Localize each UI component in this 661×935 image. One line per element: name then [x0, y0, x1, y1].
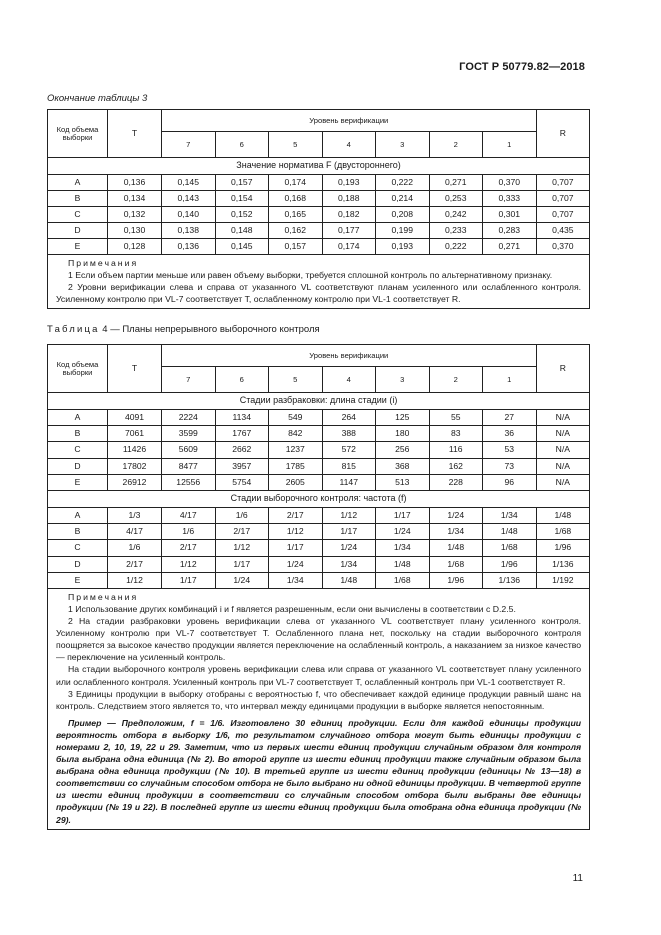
value-cell: N/A [536, 458, 590, 474]
table4-caption-label: Таблица [47, 324, 100, 335]
value-cell: 1/12 [322, 507, 376, 523]
value-cell: 572 [322, 442, 376, 458]
value-cell: N/A [536, 426, 590, 442]
note-item: 1 Если объем партии меньше или равен объему выборки, требуется сплошной контроль по альтернативному признаку. [68, 270, 553, 281]
value-cell: 1/17 [322, 524, 376, 540]
row-code-cell: D [48, 556, 108, 572]
note-item: 2 На стадии разбраковки уровень верификации слева от указанного VL соответствует плану усиленного контроля. Усиленному контролю при VL-7 соответствует T. Ослабленного плана нет, поскольку на стадии выборочного контроля поощряется за высокое качество продукции является переключение на ослабленный контроль, а наказанием за низкое качество — переключение на усиленный контроль. [56, 616, 582, 663]
row-code-cell: E [48, 474, 108, 490]
value-cell: 0,208 [376, 207, 430, 223]
level-cell: 6 [215, 132, 269, 158]
value-cell: 0,301 [483, 207, 537, 223]
table-row [48, 524, 590, 540]
value-cell: 2224 [162, 410, 216, 426]
value-cell: 549 [269, 410, 323, 426]
value-cell: 125 [376, 410, 430, 426]
value-cell: 7061 [108, 426, 162, 442]
value-cell: 0,145 [215, 239, 269, 255]
value-cell: 1/24 [269, 556, 323, 572]
level-cell: 1 [483, 132, 537, 158]
value-cell: 842 [269, 426, 323, 442]
value-cell: 0,177 [322, 223, 376, 239]
col-header-levels: Уровень верификации [162, 345, 537, 367]
value-cell: 513 [376, 474, 430, 490]
note-item: На стадии выборочного контроля уровень верификации слева или справа от указанного VL соответствует плану усиленного или ослабленного контроля. Усиленный контроль при VL-7 соответствует T, ослабленный контроль при VL-1 соответствует R. [56, 664, 582, 687]
value-cell: 2/17 [269, 507, 323, 523]
col-header-r: R [536, 345, 590, 393]
table-row [48, 540, 590, 556]
value-cell: 1/12 [269, 524, 323, 540]
value-cell: 2/17 [108, 556, 162, 572]
value-cell: 1/68 [483, 540, 537, 556]
level-cell: 4 [322, 132, 376, 158]
table-row [48, 507, 590, 523]
value-cell: 1785 [269, 458, 323, 474]
value-cell: 3599 [162, 426, 216, 442]
value-cell: 0,136 [162, 239, 216, 255]
value-cell: 1/34 [322, 556, 376, 572]
value-cell: 12556 [162, 474, 216, 490]
value-cell: 0,222 [376, 175, 430, 191]
value-cell: 0,152 [215, 207, 269, 223]
standard-number: ГОСТ Р 50779.82—2018 [459, 61, 585, 73]
level-cell: 3 [376, 367, 430, 393]
level-cell: 7 [162, 367, 216, 393]
value-cell: 1/12 [162, 556, 216, 572]
value-cell: 0,154 [215, 191, 269, 207]
value-cell: 0,143 [162, 191, 216, 207]
row-code-cell: E [48, 572, 108, 588]
value-cell: 5754 [215, 474, 269, 490]
row-code-cell: D [48, 458, 108, 474]
level-cell: 2 [429, 367, 483, 393]
value-cell: 53 [483, 442, 537, 458]
value-cell: 1134 [215, 410, 269, 426]
value-cell: 0,193 [322, 175, 376, 191]
value-cell: 0,199 [376, 223, 430, 239]
value-cell: 0,214 [376, 191, 430, 207]
value-cell: 83 [429, 426, 483, 442]
value-cell: 116 [429, 442, 483, 458]
level-cell: 6 [215, 367, 269, 393]
notes-title: Примечания [68, 591, 139, 602]
value-cell: 1/24 [215, 572, 269, 588]
col-header-r: R [536, 110, 590, 158]
table-3 [47, 109, 590, 309]
row-code-cell: C [48, 442, 108, 458]
level-cell: 1 [483, 367, 537, 393]
note-item: 1 Использование других комбинаций i и f является разрешенным, если они вычислены в соответствии с D.2.5. [68, 603, 516, 614]
value-cell: 0,707 [536, 207, 590, 223]
value-cell: 0,242 [429, 207, 483, 223]
value-cell: 1/24 [376, 524, 430, 540]
col-header-code: Код объема выборки [48, 110, 108, 158]
value-cell: 368 [376, 458, 430, 474]
value-cell: 1/48 [429, 540, 483, 556]
table-row [48, 556, 590, 572]
table-row [48, 239, 590, 255]
value-cell: 1/48 [536, 507, 590, 523]
col-header-t: T [108, 110, 162, 158]
value-cell: 256 [376, 442, 430, 458]
value-cell: 815 [322, 458, 376, 474]
value-cell: 0,162 [269, 223, 323, 239]
value-cell: 0,707 [536, 191, 590, 207]
col-header-t: T [108, 345, 162, 393]
value-cell: 1/136 [536, 556, 590, 572]
value-cell: 0,253 [429, 191, 483, 207]
level-cell: 4 [322, 367, 376, 393]
page-number: 11 [572, 873, 583, 884]
value-cell: 0,283 [483, 223, 537, 239]
table4-notes [48, 588, 590, 829]
value-cell: 1/68 [429, 556, 483, 572]
value-cell: 1/34 [269, 572, 323, 588]
value-cell: 0,174 [322, 239, 376, 255]
value-cell: 0,222 [429, 239, 483, 255]
value-cell: 0,271 [483, 239, 537, 255]
value-cell: 0,168 [269, 191, 323, 207]
note-item: 2 Уровни верификации слева и справа от указанного VL соответствуют планам усиленного или ослабленного контроля. Усиленному контролю при VL-7 соответствует T, ослабленному контролю при VL-1 соответствует R. [56, 282, 582, 305]
table-row [48, 175, 590, 191]
value-cell: 1/68 [536, 524, 590, 540]
value-cell: 1/96 [429, 572, 483, 588]
row-code-cell: B [48, 524, 108, 540]
value-cell: 0,134 [108, 191, 162, 207]
value-cell: 0,157 [215, 175, 269, 191]
value-cell: 96 [483, 474, 537, 490]
value-cell: 0,370 [536, 239, 590, 255]
value-cell: 1/96 [483, 556, 537, 572]
value-cell: 0,148 [215, 223, 269, 239]
value-cell: 5609 [162, 442, 216, 458]
value-cell: 55 [429, 410, 483, 426]
section-header: Стадии выборочного контроля: частота (f) [48, 490, 590, 507]
row-code-cell: A [48, 175, 108, 191]
value-cell: 1/3 [108, 507, 162, 523]
value-cell: 228 [429, 474, 483, 490]
value-cell: 1/34 [429, 524, 483, 540]
value-cell: 2/17 [215, 524, 269, 540]
table-row [48, 572, 590, 588]
value-cell: 1767 [215, 426, 269, 442]
table-row [48, 223, 590, 239]
value-cell: 0,271 [429, 175, 483, 191]
value-cell: 1/17 [269, 540, 323, 556]
value-cell: 1/24 [322, 540, 376, 556]
value-cell: 1237 [269, 442, 323, 458]
value-cell: 0,145 [162, 175, 216, 191]
level-cell: 5 [269, 367, 323, 393]
value-cell: 1/48 [483, 524, 537, 540]
value-cell: 1/17 [215, 556, 269, 572]
value-cell: N/A [536, 442, 590, 458]
value-cell: 0,707 [536, 175, 590, 191]
note-item: 3 Единицы продукции в выборку отобраны с вероятностью f, что обеспечивает каждой единице продукции равный шанс на контроль. Следствием этого является то, что интервал между единицами продукции в выборке является непостоянным. [56, 688, 582, 711]
value-cell: 8477 [162, 458, 216, 474]
row-code-cell: A [48, 507, 108, 523]
value-cell: 1/17 [162, 572, 216, 588]
value-cell: 2/17 [162, 540, 216, 556]
value-cell: 1/6 [215, 507, 269, 523]
value-cell: 36 [483, 426, 537, 442]
value-cell: 0,188 [322, 191, 376, 207]
value-cell: 2605 [269, 474, 323, 490]
value-cell: 1/6 [162, 524, 216, 540]
value-cell: 1/6 [108, 540, 162, 556]
value-cell: 1/34 [376, 540, 430, 556]
level-cell: 3 [376, 132, 430, 158]
value-cell: 4091 [108, 410, 162, 426]
value-cell: 1/12 [108, 572, 162, 588]
value-cell: 1147 [322, 474, 376, 490]
table-4 [47, 344, 590, 830]
table3-caption: Окончание таблицы 3 [47, 93, 148, 104]
section-header: Значение норматива F (двустороннего) [48, 158, 590, 175]
value-cell: N/A [536, 410, 590, 426]
example-text: Пример — Предположим, f = 1/6. Изготовлено 30 единиц продукции. Если для каждой единицы продукции вероятность отбора в выборку 1/6, то результатом случайного отбора могут быть единицы продукции с номерами 2, 10, 19, 22 и 29. Заметим, что из первых шести единиц продукции случайным образом для контроля была выбрана одна единица (№ 2). Во второй группе из шести единиц продукции также случайным образом была выбрана одна единица продукции (№ 10). В третьей группе из шести единиц продукции (единицы № 13—18) в соответствии со случайным способом отбора не было выбрано ни одной единицы продукции. В четвертой группе из шести единиц продукции в соответствии со случайным способом отбора были выбраны две единицы продукции (№ 19 и 22). В последней группе из шести единиц продукции была отобрана одна единица продукции (№ 29). [56, 717, 582, 825]
value-cell: 1/192 [536, 572, 590, 588]
row-code-cell: A [48, 410, 108, 426]
level-cell: 7 [162, 132, 216, 158]
value-cell: 0,435 [536, 223, 590, 239]
value-cell: 1/136 [483, 572, 537, 588]
value-cell: 73 [483, 458, 537, 474]
value-cell: 0,333 [483, 191, 537, 207]
section-header: Стадии разбраковки: длина стадии (i) [48, 393, 590, 410]
value-cell: 264 [322, 410, 376, 426]
value-cell: 26912 [108, 474, 162, 490]
value-cell: 388 [322, 426, 376, 442]
row-code-cell: C [48, 207, 108, 223]
value-cell: 1/34 [483, 507, 537, 523]
value-cell: 1/96 [536, 540, 590, 556]
row-code-cell: B [48, 426, 108, 442]
value-cell: 17802 [108, 458, 162, 474]
value-cell: 2662 [215, 442, 269, 458]
table-row [48, 207, 590, 223]
table3-notes [48, 255, 590, 309]
value-cell: 1/48 [322, 572, 376, 588]
row-code-cell: E [48, 239, 108, 255]
value-cell: 4/17 [108, 524, 162, 540]
value-cell: 1/24 [429, 507, 483, 523]
table-row [48, 474, 590, 490]
table-row [48, 410, 590, 426]
value-cell: 1/68 [376, 572, 430, 588]
value-cell: 0,136 [108, 175, 162, 191]
level-cell: 5 [269, 132, 323, 158]
value-cell: 1/12 [215, 540, 269, 556]
value-cell: 0,132 [108, 207, 162, 223]
col-header-levels: Уровень верификации [162, 110, 537, 132]
value-cell: 0,233 [429, 223, 483, 239]
value-cell: 3957 [215, 458, 269, 474]
value-cell: 0,140 [162, 207, 216, 223]
row-code-cell: D [48, 223, 108, 239]
value-cell: 0,193 [376, 239, 430, 255]
value-cell: N/A [536, 474, 590, 490]
value-cell: 11426 [108, 442, 162, 458]
table4-caption-text: 4 — Планы непрерывного выборочного контроля [99, 324, 320, 335]
value-cell: 180 [376, 426, 430, 442]
table-row [48, 442, 590, 458]
value-cell: 0,130 [108, 223, 162, 239]
table4-caption [47, 324, 320, 335]
value-cell: 0,174 [269, 175, 323, 191]
value-cell: 0,138 [162, 223, 216, 239]
table-row [48, 191, 590, 207]
value-cell: 0,128 [108, 239, 162, 255]
notes-title: Примечания [68, 258, 139, 268]
row-code-cell: C [48, 540, 108, 556]
col-header-code: Код объема выборки [48, 345, 108, 393]
value-cell: 27 [483, 410, 537, 426]
value-cell: 4/17 [162, 507, 216, 523]
value-cell: 1/48 [376, 556, 430, 572]
row-code-cell: B [48, 191, 108, 207]
value-cell: 0,370 [483, 175, 537, 191]
value-cell: 162 [429, 458, 483, 474]
value-cell: 1/17 [376, 507, 430, 523]
table-row [48, 426, 590, 442]
value-cell: 0,165 [269, 207, 323, 223]
level-cell: 2 [429, 132, 483, 158]
value-cell: 0,157 [269, 239, 323, 255]
table-row [48, 458, 590, 474]
value-cell: 0,182 [322, 207, 376, 223]
